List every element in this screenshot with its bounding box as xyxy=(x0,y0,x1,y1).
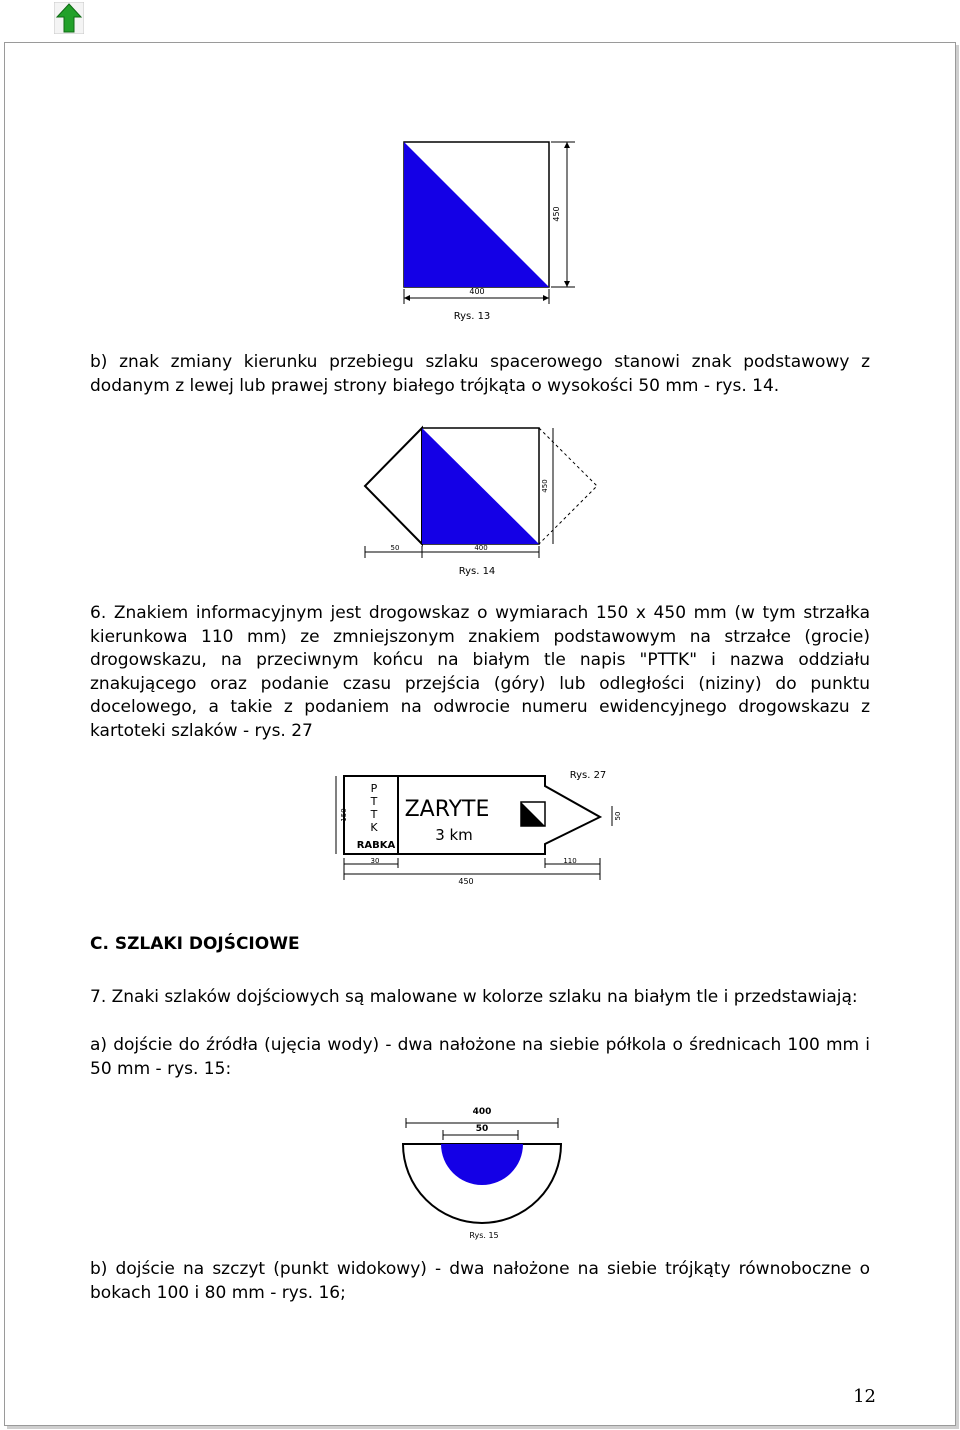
figure-caption: Rys. 14 xyxy=(458,566,496,577)
dim-tip: 50 xyxy=(614,811,622,821)
dim-height: 450 xyxy=(552,206,561,222)
dim-left: 30 xyxy=(370,857,380,865)
pttk-letter: K xyxy=(370,821,378,834)
figure-rys14 xyxy=(357,424,607,580)
pttk-letter: P xyxy=(370,782,378,795)
figure-caption: Rys. 13 xyxy=(453,311,491,322)
dim-inner: 50 xyxy=(475,1124,489,1134)
dim-width: 400 xyxy=(474,544,488,552)
pttk-letter: T xyxy=(370,808,378,821)
dim-height: 150 xyxy=(340,808,348,822)
dim-outer: 400 xyxy=(472,1107,492,1117)
figure-rys13 xyxy=(395,132,585,324)
page-number: 12 xyxy=(853,1386,876,1407)
paragraph-a: a) dojście do źródła (ujęcia wody) - dwa nałożone na siebie półkola o średnicach 100 mm i 50 mm - rys. 15: xyxy=(90,1035,870,1079)
paragraph-7: 7. Znaki szlaków dojściowych są malowane w kolorze szlaku na białym tle i przedstawiają: xyxy=(90,987,858,1007)
dim-left: 50 xyxy=(390,544,400,552)
figure-caption: Rys. 27 xyxy=(569,770,607,781)
dim-total: 450 xyxy=(458,877,474,886)
paragraph-b2: b) dojście na szczyt (punkt widokowy) - dwa nałożone na siebie trójkąty równoboczne o bokach 100 i 80 mm - rys. 16; xyxy=(90,1259,870,1303)
place-name: ZARYTE xyxy=(404,797,490,822)
figure-rys15 xyxy=(398,1100,570,1242)
pttk-letter: T xyxy=(370,795,378,808)
dim-arrow: 110 xyxy=(563,857,577,865)
rabka-label: RABKA xyxy=(356,840,396,851)
walk-time: 3 km xyxy=(435,826,473,844)
paragraph-b: b) znak zmiany kierunku przebiegu szlaku spacerowego stanowi znak podstawowy z dodanym z lewej lub prawej strony białego trójkąta o wysokości 50 mm - rys. 14. xyxy=(90,352,870,396)
dim-height: 450 xyxy=(541,479,549,493)
up-arrow-icon[interactable] xyxy=(54,2,84,34)
paragraph-6: 6. Znakiem informacyjnym jest drogowskaz o wymiarach 150 x 450 mm (w tym strzałka kierunkowa 110 mm) ze zmniejszonym znakiem podstawowym na strzałce (grocie) drogowskazu, na przeciwnym końcu na białym tle napis "PTTK" i nazwa oddziału znakującego oraz podanie czasu przejścia (góry) lub odległości (niziny) do punktu docelowego, a takie z podaniem na odwrocie numeru ewidencyjnego drogowskazu z kartoteki szlaków - rys. 27 xyxy=(90,603,870,741)
figure-caption: Rys. 15 xyxy=(469,1231,499,1240)
dim-width: 400 xyxy=(469,287,485,296)
section-heading: C. SZLAKI DOJŚCIOWE xyxy=(90,934,300,954)
figure-rys27 xyxy=(330,764,630,888)
